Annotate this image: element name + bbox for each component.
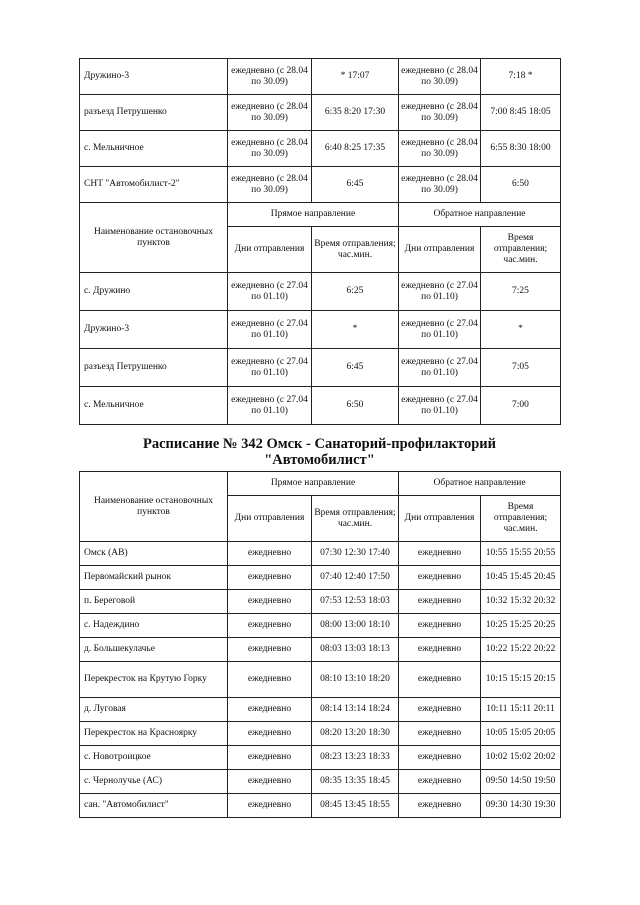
departure-time: 08:03 13:03 18:13 xyxy=(312,638,399,662)
departure-days: ежедневно xyxy=(399,746,481,770)
stop-name: с. Чернолучье (АС) xyxy=(80,770,228,794)
table-row xyxy=(80,662,561,698)
stop-name-header: Наименование остановочных пунктов xyxy=(80,203,228,273)
departure-days: ежедневно xyxy=(228,770,312,794)
departure-time: 10:05 15:05 20:05 xyxy=(481,722,561,746)
departure-days: ежедневно xyxy=(399,722,481,746)
stop-name: Перекресток на Красноярку xyxy=(80,722,228,746)
departure-days: ежедневно (с 27.04 по 01.10) xyxy=(228,311,312,349)
table-row xyxy=(80,95,561,131)
departure-days: ежедневно xyxy=(399,698,481,722)
departure-days: ежедневно xyxy=(399,542,481,566)
departure-days: ежедневно (с 28.04 по 30.09) xyxy=(228,167,312,203)
schedule-subtitle: "Автомобилист" xyxy=(264,452,375,468)
table-row xyxy=(80,722,561,746)
stop-name: с. Дружино xyxy=(80,273,228,311)
departure-days: ежедневно xyxy=(228,542,312,566)
schedule-table-342 xyxy=(79,471,561,818)
departure-days: ежедневно (с 28.04 по 30.09) xyxy=(399,167,481,203)
departure-time: 07:53 12:53 18:03 xyxy=(312,590,399,614)
departure-time: 6:40 8:25 17:35 xyxy=(312,131,399,167)
stop-name: с. Новотроицкое xyxy=(80,746,228,770)
departure-time: * 17:07 xyxy=(312,59,399,95)
days-header: Дни отправления xyxy=(228,496,312,542)
departure-time: 08:14 13:14 18:24 xyxy=(312,698,399,722)
departure-time: 07:40 12:40 17:50 xyxy=(312,566,399,590)
table-row xyxy=(80,614,561,638)
departure-time: 08:10 13:10 18:20 xyxy=(312,662,399,698)
departure-time: 07:30 12:30 17:40 xyxy=(312,542,399,566)
departure-days: ежедневно xyxy=(228,614,312,638)
stop-name: Перекресток на Крутую Горку xyxy=(80,662,228,698)
departure-days: ежедневно (с 27.04 по 01.10) xyxy=(399,349,481,387)
table-row xyxy=(80,387,561,425)
stop-name: с. Надеждино xyxy=(80,614,228,638)
departure-days: ежедневно (с 28.04 по 30.09) xyxy=(399,95,481,131)
departure-days: ежедневно xyxy=(399,794,481,818)
table-row xyxy=(80,566,561,590)
departure-days: ежедневно xyxy=(399,770,481,794)
departure-time: 6:50 xyxy=(312,387,399,425)
table-row xyxy=(80,794,561,818)
backward-direction-header: Обратное направление xyxy=(399,472,561,496)
departure-time: 7:25 xyxy=(481,273,561,311)
stop-name: п. Береговой xyxy=(80,590,228,614)
departure-time: 7:18 * xyxy=(481,59,561,95)
departure-time: * xyxy=(312,311,399,349)
departure-time: 10:55 15:55 20:55 xyxy=(481,542,561,566)
schedule-table-continued xyxy=(79,58,561,425)
departure-time: 10:15 15:15 20:15 xyxy=(481,662,561,698)
departure-time: 09:30 14:30 19:30 xyxy=(481,794,561,818)
departure-time: 10:02 15:02 20:02 xyxy=(481,746,561,770)
backward-direction-header: Обратное направление xyxy=(399,203,561,227)
table-row xyxy=(80,698,561,722)
departure-time: 6:35 8:20 17:30 xyxy=(312,95,399,131)
table-row xyxy=(80,638,561,662)
departure-days: ежедневно xyxy=(228,698,312,722)
table-row xyxy=(80,746,561,770)
departure-days: ежедневно xyxy=(399,638,481,662)
departure-time: 7:00 8:45 18:05 xyxy=(481,95,561,131)
days-header: Дни отправления xyxy=(399,496,481,542)
stop-name: разъезд Петрушенко xyxy=(80,349,228,387)
departure-time: 08:45 13:45 18:55 xyxy=(312,794,399,818)
table-row xyxy=(80,349,561,387)
forward-direction-header: Прямое направление xyxy=(228,472,399,496)
departure-days: ежедневно xyxy=(399,590,481,614)
departure-days: ежедневно (с 28.04 по 30.09) xyxy=(399,59,481,95)
days-header: Дни отправления xyxy=(399,227,481,273)
forward-direction-header: Прямое направление xyxy=(228,203,399,227)
schedule-title: Расписание № 342 Омск - Санаторий-профилакторий xyxy=(143,436,496,452)
stop-name: д. Большекулачье xyxy=(80,638,228,662)
stop-name: с. Мельничное xyxy=(80,387,228,425)
departure-days: ежедневно xyxy=(228,638,312,662)
departure-time: 7:05 xyxy=(481,349,561,387)
table-row xyxy=(80,167,561,203)
departure-days: ежедневно xyxy=(399,614,481,638)
departure-days: ежедневно (с 27.04 по 01.10) xyxy=(228,349,312,387)
departure-time: 6:25 xyxy=(312,273,399,311)
departure-days: ежедневно xyxy=(399,566,481,590)
stop-name: Первомайский рынок xyxy=(80,566,228,590)
departure-time: * xyxy=(481,311,561,349)
departure-time: 08:35 13:35 18:45 xyxy=(312,770,399,794)
table-row xyxy=(80,311,561,349)
departure-days: ежедневно xyxy=(228,746,312,770)
time-header: Время отправления; час.мин. xyxy=(481,227,561,273)
departure-days: ежедневно xyxy=(399,662,481,698)
stop-name: СНТ "Автомобилист-2" xyxy=(80,167,228,203)
stop-name: сан. "Автомобилист" xyxy=(80,794,228,818)
departure-time: 10:25 15:25 20:25 xyxy=(481,614,561,638)
departure-days: ежедневно (с 27.04 по 01.10) xyxy=(399,273,481,311)
departure-days: ежедневно xyxy=(228,662,312,698)
departure-time: 10:11 15:11 20:11 xyxy=(481,698,561,722)
departure-days: ежедневно (с 27.04 по 01.10) xyxy=(399,311,481,349)
departure-days: ежедневно (с 27.04 по 01.10) xyxy=(228,387,312,425)
departure-time: 6:55 8:30 18:00 xyxy=(481,131,561,167)
departure-time: 09:50 14:50 19:50 xyxy=(481,770,561,794)
departure-time: 08:20 13:20 18:30 xyxy=(312,722,399,746)
departure-days: ежедневно xyxy=(228,566,312,590)
table-row xyxy=(80,542,561,566)
departure-time: 10:32 15:32 20:32 xyxy=(481,590,561,614)
departure-time: 6:45 xyxy=(312,349,399,387)
departure-days: ежедневно (с 28.04 по 30.09) xyxy=(399,131,481,167)
time-header: Время отправления; час.мин. xyxy=(312,227,399,273)
departure-time: 08:00 13:00 18:10 xyxy=(312,614,399,638)
stop-name: с. Мельничное xyxy=(80,131,228,167)
stop-name-header: Наименование остановочных пунктов xyxy=(80,472,228,542)
departure-days: ежедневно (с 27.04 по 01.10) xyxy=(399,387,481,425)
stop-name: д. Луговая xyxy=(80,698,228,722)
departure-time: 6:45 xyxy=(312,167,399,203)
stop-name: Дружино-3 xyxy=(80,59,228,95)
stop-name: Омск (АВ) xyxy=(80,542,228,566)
days-header: Дни отправления xyxy=(228,227,312,273)
departure-time: 08:23 13:23 18:33 xyxy=(312,746,399,770)
departure-time: 6:50 xyxy=(481,167,561,203)
departure-days: ежедневно xyxy=(228,590,312,614)
departure-days: ежедневно xyxy=(228,794,312,818)
table-row xyxy=(80,590,561,614)
departure-days: ежедневно (с 28.04 по 30.09) xyxy=(228,95,312,131)
table-row xyxy=(80,59,561,95)
departure-days: ежедневно (с 28.04 по 30.09) xyxy=(228,59,312,95)
departure-time: 7:00 xyxy=(481,387,561,425)
table-header-row xyxy=(80,203,561,227)
stop-name: Дружино-3 xyxy=(80,311,228,349)
time-header: Время отправления; час.мин. xyxy=(481,496,561,542)
departure-time: 10:45 15:45 20:45 xyxy=(481,566,561,590)
departure-days: ежедневно (с 27.04 по 01.10) xyxy=(228,273,312,311)
table-row xyxy=(80,273,561,311)
table-row xyxy=(80,131,561,167)
table-row xyxy=(80,770,561,794)
departure-days: ежедневно (с 28.04 по 30.09) xyxy=(228,131,312,167)
table-header-row xyxy=(80,472,561,496)
departure-time: 10:22 15:22 20:22 xyxy=(481,638,561,662)
time-header: Время отправления; час.мин. xyxy=(312,496,399,542)
departure-days: ежедневно xyxy=(228,722,312,746)
stop-name: разъезд Петрушенко xyxy=(80,95,228,131)
